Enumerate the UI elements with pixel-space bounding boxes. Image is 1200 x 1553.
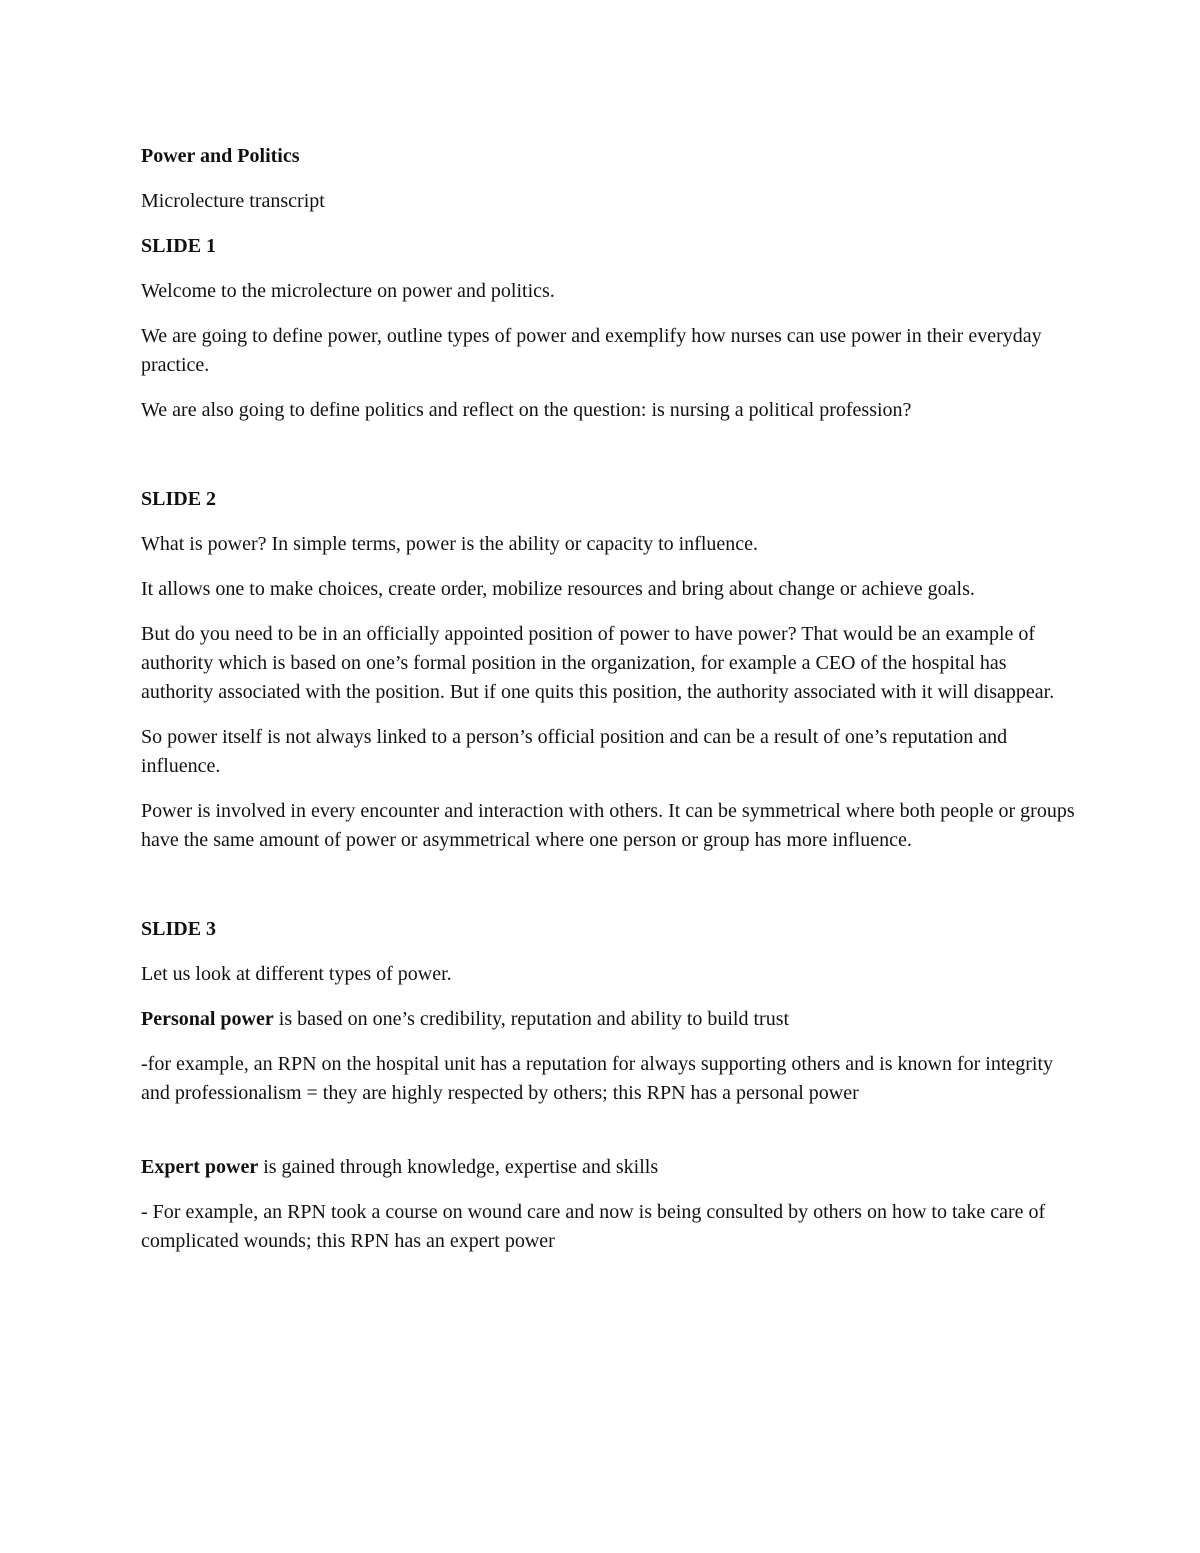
expert-power-term: Expert power xyxy=(141,1156,259,1178)
expert-power-example: - For example, an RPN took a course on wound care and now is being consulted by others on how to take care of complicated wounds; this RPN has an expert power xyxy=(141,1201,1046,1252)
slide2-paragraph-3: But do you need to be in an officially appointed position of power to have power? That would be an example of authority which is based on one’s formal position in the organization, for example a CEO of the hospital has authority associated with the position. But if one quits this position, the authority associated with it will disappear. xyxy=(141,623,1055,703)
document-title: Power and Politics xyxy=(141,145,300,167)
slide2-paragraph-2: It allows one to make choices, create order, mobilize resources and bring about change or achieve goals. xyxy=(141,578,975,600)
document-page xyxy=(141,140,1076,1256)
slide1-paragraph-1: Welcome to the microlecture on power and politics. xyxy=(141,280,555,302)
slide1-paragraph-2: We are going to define power, outline types of power and exemplify how nurses can use power in their everyday practice. xyxy=(141,325,1042,376)
slide2-paragraph-5: Power is involved in every encounter and interaction with others. It can be symmetrical where both people or groups have the same amount of power or asymmetrical where one person or group has more influence. xyxy=(141,800,1075,851)
expert-power-definition xyxy=(141,1153,1076,1182)
slide1-paragraph-3: We are also going to define politics and reflect on the question: is nursing a political profession? xyxy=(141,399,912,421)
slide3-heading: SLIDE 3 xyxy=(141,918,217,940)
personal-power-term: Personal power xyxy=(141,1008,274,1030)
personal-power-example: -for example, an RPN on the hospital unit has a reputation for always supporting others and is known for integrity and professionalism = they are highly respected by others; this RPN has a personal power xyxy=(141,1053,1054,1104)
slide1-heading: SLIDE 1 xyxy=(141,235,217,257)
slide2-paragraph-1: What is power? In simple terms, power is the ability or capacity to influence. xyxy=(141,533,759,555)
expert-power-description: is gained through knowledge, expertise and skills xyxy=(258,1156,659,1178)
slide3-paragraph-1: Let us look at different types of power. xyxy=(141,963,452,985)
slide2-heading: SLIDE 2 xyxy=(141,488,217,510)
slide2-paragraph-4: So power itself is not always linked to a person’s official position and can be a result of one’s reputation and influence. xyxy=(141,726,1008,777)
personal-power-definition xyxy=(141,1005,1076,1034)
document-subtitle: Microlecture transcript xyxy=(141,190,325,212)
personal-power-description: is based on one’s credibility, reputation and ability to build trust xyxy=(273,1008,790,1030)
